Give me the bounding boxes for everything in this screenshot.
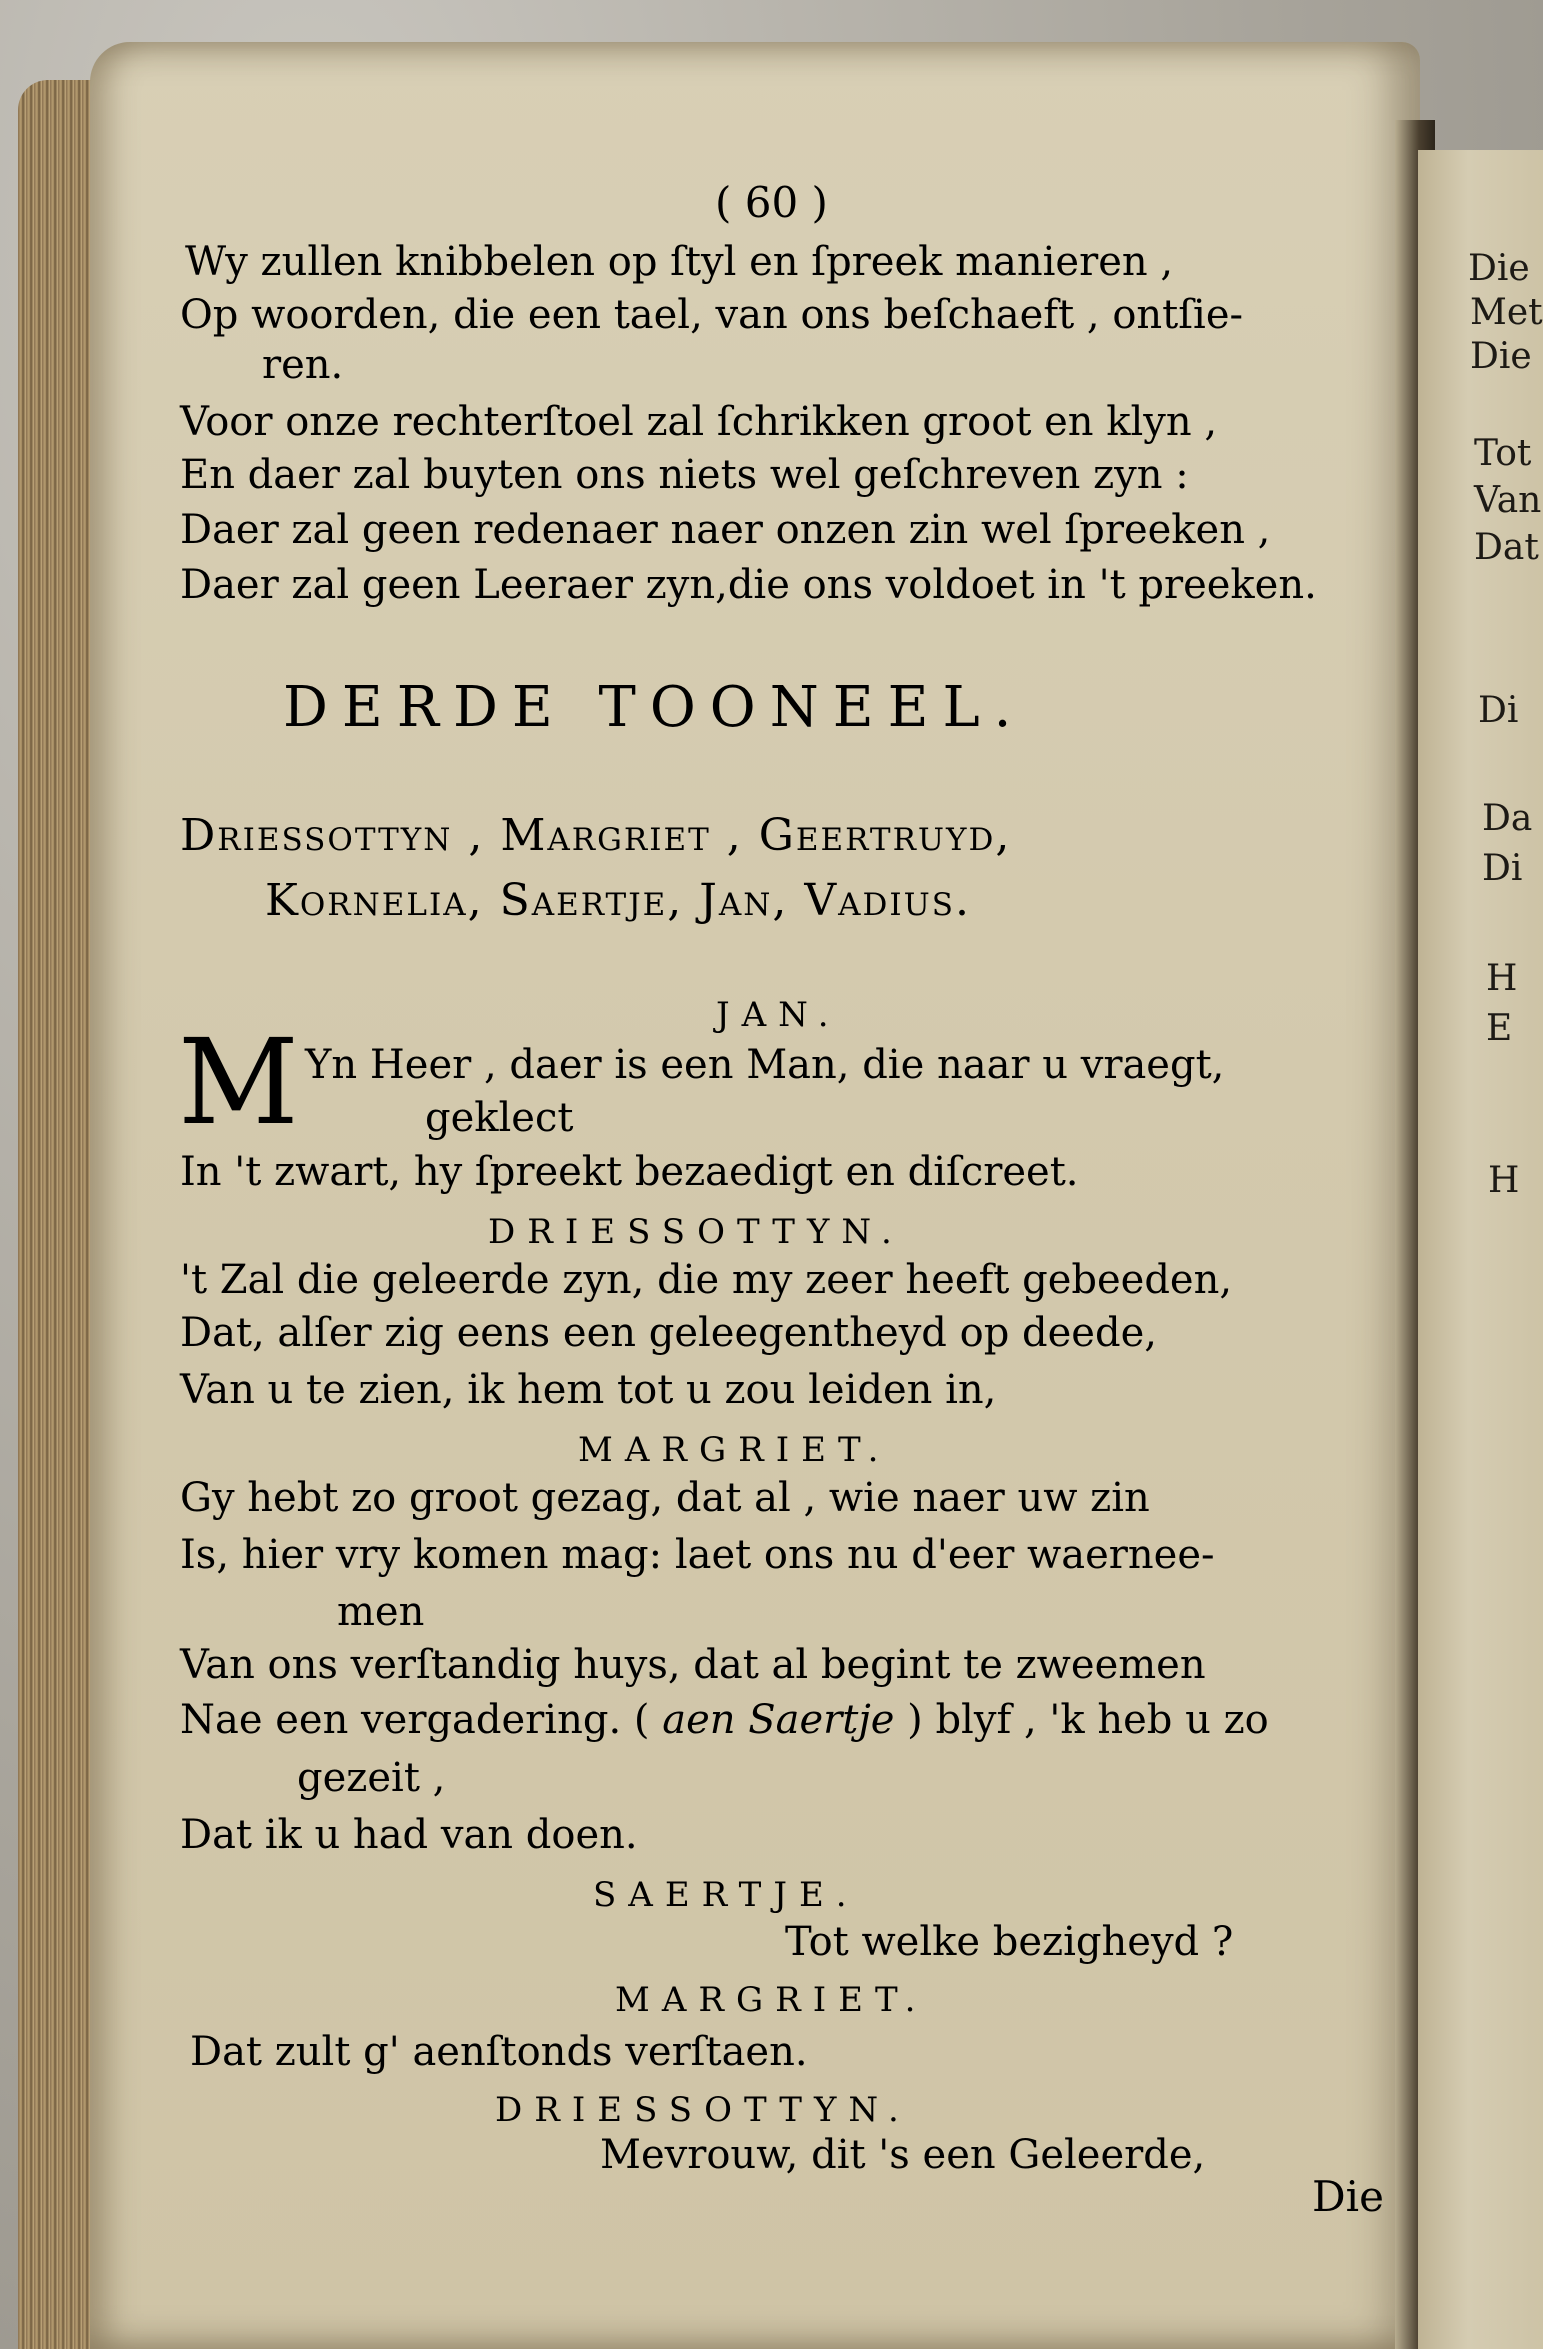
verse-line: Dat ik u had van doen. [180, 1812, 638, 1858]
scene-heading: DERDE TOONEEL. [283, 675, 1026, 740]
catchword: Die [1312, 2172, 1384, 2221]
verse-line [180, 1697, 1269, 1743]
facing-page-fragment: H [1486, 958, 1518, 999]
page-number: ( 60 ) [715, 178, 828, 227]
facing-page-fragment: Die [1470, 336, 1532, 377]
drop-capital: M [178, 1013, 299, 1151]
verse-line: Van u te zien, ik hem tot u zou leiden in, [180, 1367, 997, 1413]
facing-page-fragment: Di [1482, 848, 1523, 889]
speaker-name: DRIESSOTTYN. [495, 2090, 911, 2130]
facing-page-fragment: Dat [1474, 527, 1539, 568]
verse-line: Op woorden, die een tael, van ons beſchaeft , ontſie- [180, 292, 1244, 338]
facing-page-fragment: Met [1470, 292, 1543, 333]
verse-line: In 't zwart, hy ſpreekt bezaedigt en diſcreet. [180, 1149, 1079, 1195]
speaker-name: SAERTJE. [593, 1875, 859, 1915]
verse-line: men [337, 1589, 425, 1635]
facing-page-fragment: Di [1478, 690, 1519, 731]
verse-line: Mevrouw, dit 's een Geleerde, [600, 2132, 1206, 2178]
cast-list-line: Driessottyn , Margriet , Geertruyd, [180, 810, 1012, 861]
verse-line: Yn Heer , daer is een Man, die naar u vraegt, [305, 1042, 1225, 1088]
facing-page-fragment: Die [1468, 248, 1530, 289]
verse-fragment: Nae een vergadering. ( [180, 1697, 650, 1743]
verse-line: Tot welke bezigheyd ? [785, 1919, 1234, 1965]
facing-page-fragment: Tot [1474, 433, 1532, 474]
cast-list-line: Kornelia, Saertje, Jan, Vadius. [265, 875, 971, 926]
verse-line: Dat, alſer zig eens een geleegentheyd op deede, [180, 1310, 1157, 1356]
verse-line: Voor onze rechterſtoel zal ſchrikken groot en klyn , [180, 399, 1218, 445]
facing-page-fragment: Da [1482, 798, 1533, 839]
verse-line: Gy hebt zo groot gezag, dat al , wie naer uw zin [180, 1475, 1150, 1521]
speaker-name: MARGRIET. [578, 1430, 891, 1470]
facing-page-fragment: H [1488, 1160, 1520, 1201]
verse-line: Wy zullen knibbelen op ſtyl en ſpreek manieren , [185, 239, 1174, 285]
speaker-name: JAN. [716, 995, 841, 1035]
verse-line: Is, hier vry komen mag: laet ons nu d'eer waernee- [180, 1532, 1215, 1578]
speaker-name: DRIESSOTTYN. [488, 1212, 904, 1252]
stage-direction: aen Saertje [662, 1697, 895, 1743]
facing-page [1418, 150, 1543, 2349]
verse-line: gezeit , [297, 1755, 446, 1801]
verse-line: En daer zal buyten ons niets wel geſchreven zyn : [180, 452, 1189, 498]
verse-line: 't Zal die geleerde zyn, die my zeer heeft gebeeden, [180, 1257, 1233, 1303]
verse-line: geklect [425, 1095, 574, 1141]
verse-line: Dat zult g' aenſtonds verſtaen. [190, 2029, 808, 2075]
verse-line: ren. [262, 342, 344, 388]
facing-page-fragment: Van [1474, 480, 1542, 521]
verse-line: Van ons verſtandig huys, dat al begint te zweemen [180, 1642, 1206, 1688]
speaker-name: MARGRIET. [615, 1980, 928, 2020]
facing-page-fragment: E [1486, 1008, 1513, 1049]
verse-line: Daer zal geen Leeraer zyn,die ons voldoet in 't preeken. [180, 562, 1317, 608]
verse-line: Daer zal geen redenaer naer onzen zin wel ſpreeken , [180, 507, 1271, 553]
verse-fragment: ) blyf , 'k heb u zo [907, 1697, 1269, 1743]
